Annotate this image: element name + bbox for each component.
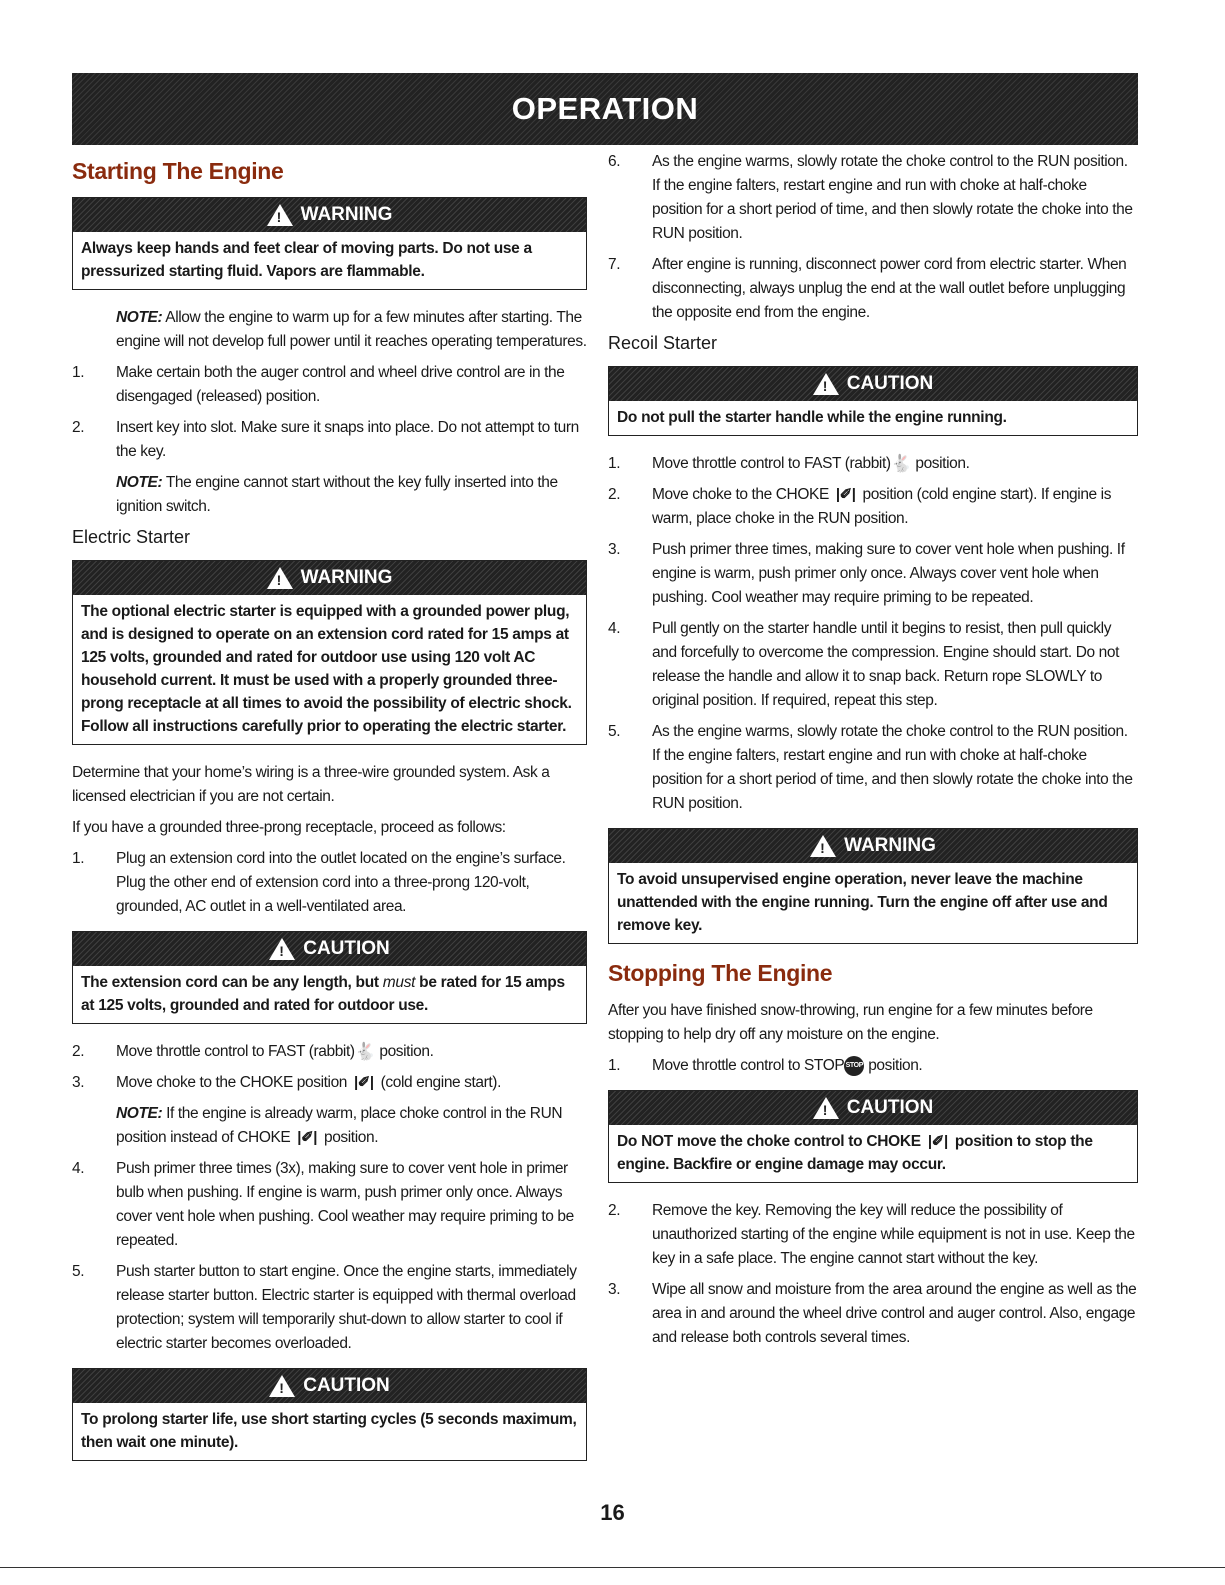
list-item [72, 1071, 587, 1095]
warning-box [608, 828, 1138, 944]
step-number: 4. [608, 620, 621, 638]
caution-text [73, 966, 586, 1023]
warning-label: WARNING [300, 567, 393, 588]
step-text: Push primer three times (3x), making sure to cover vent hole in primer bulb when pushing. If engine is warm, push primer only once. Always cover vent hole when pushing. Cool weather may require priming to be repeated. [116, 1160, 574, 1250]
warning-header [609, 829, 1137, 863]
step-number: 2. [608, 486, 621, 504]
caution-box [608, 366, 1138, 436]
note-text: If the engine is already warm, place choke control in the RUN position instead of CHOKE [116, 1105, 563, 1147]
paragraph: If you have a grounded three-prong receptacle, proceed as follows: [72, 819, 506, 836]
warning-label: WARNING [844, 835, 936, 857]
note [116, 471, 587, 519]
caution-text: To prolong starter life, use short starting cycles (5 seconds maximum, then wait one minute). [81, 1411, 577, 1452]
list-item [72, 847, 587, 919]
step-number: 3. [608, 1281, 621, 1299]
caution-box [72, 1368, 587, 1461]
step-text-start: Move choke to the CHOKE position [116, 1074, 348, 1092]
warning-triangle-icon: ! [267, 204, 293, 226]
choke-icon: |✐| [297, 1129, 318, 1147]
caution-header [609, 1091, 1137, 1125]
step-number: 1. [608, 455, 621, 472]
paragraph: Determine that your home’s wiring is a three-wire grounded system. Ask a licensed electrician if you are not certain. [72, 764, 550, 805]
page-title: OPERATION [511, 91, 699, 126]
step-text: Remove the key. Removing the key will reduce the possibility of unauthorized starting of the engine while equipment is not in use. Keep the key in a safe place. The engine cannot start without the key. [652, 1202, 1135, 1268]
electric-starter-title: Electric Starter [72, 527, 191, 547]
note-label: NOTE: [116, 1105, 163, 1123]
note-label: NOTE: [116, 309, 163, 326]
step-text: Make certain both the auger control and wheel drive control are in the disengaged (released) position. [116, 364, 565, 405]
step-number: 2. [608, 1202, 621, 1220]
step-text: As the engine warms, slowly rotate the choke control to the RUN position. If the engine falters, restart engine and run with choke at half-choke position for a short period of time, and then slowly rotate the choke into the RUN position. [652, 153, 1133, 242]
warning-text: To avoid unsupervised engine operation, never leave the machine unattended with the engine running. Turn the engine off after use and remove key. [617, 871, 1108, 935]
caution-emphasis: must [382, 974, 416, 991]
list-item [608, 1054, 1138, 1078]
step-text-end: position (cold engine start). If engine is warm, place choke in the RUN position. [652, 486, 1112, 528]
page-divider [0, 1567, 1225, 1568]
step-text [652, 1054, 1138, 1078]
choke-icon: |✐| [927, 1133, 948, 1151]
step-text: After engine is running, disconnect power cord from electric starter. When disconnecting, always unplug the end at the wall outlet before unplugging the opposite end from the engine. [652, 256, 1127, 321]
paragraph: After you have finished snow-throwing, run engine for a few minutes before stopping to help dry off any moisture on the engine. [608, 1002, 1093, 1044]
warning-label: WARNING [300, 204, 393, 225]
warning-text: The optional electric starter is equipped with a grounded power plug, and is designed to operate on an extension cord rated for 15 amps at 125 volts, grounded and rated for outdoor use using 120 volt AC household current. It must be used with a properly grounded three-prong receptacle at all times to avoid the possibility of electric shock. Follow all instructions carefully prior to operating the electric starter. [81, 603, 572, 735]
rabbit-icon: 🐇 [354, 1042, 376, 1061]
stopping-engine-title: Stopping The Engine [608, 960, 833, 987]
caution-text-start: The extension cord can be any length, but [81, 974, 383, 991]
step-text [652, 452, 1138, 476]
list-item [608, 483, 1138, 531]
list-item [608, 720, 1138, 816]
caution-text [609, 1125, 1137, 1182]
list-item [72, 1040, 587, 1064]
step-text-start: Move throttle control to FAST (rabbit) [652, 455, 891, 473]
caution-text-start: Do NOT move the choke control to CHOKE [617, 1133, 921, 1151]
caution-header [609, 367, 1137, 401]
step-text [116, 1040, 587, 1064]
caution-box [72, 931, 587, 1024]
note [116, 1102, 587, 1150]
step-number: 6. [608, 153, 621, 170]
caution-box [608, 1090, 1138, 1183]
step-number: 2. [72, 419, 85, 436]
caution-header [73, 932, 586, 966]
rabbit-icon: 🐇 [890, 454, 912, 473]
step-text: Wipe all snow and moisture from the area around the engine as well as the area in and around the wheel drive control and auger control. Also, engage and release both controls several times. [652, 1281, 1137, 1347]
warning-text: Always keep hands and feet clear of moving parts. Do not use a pressurized starting fluid. Vapors are flammable. [81, 240, 532, 280]
step-number: 1. [72, 850, 85, 867]
step-number: 7. [608, 256, 621, 273]
warning-box [72, 197, 587, 290]
step-text: Plug an extension cord into the outlet located on the engine’s surface. Plug the other end of extension cord into a three-prong 120-volt, grounded, AC outlet in a well-ventilated area. [116, 850, 566, 915]
step-number: 2. [72, 1043, 85, 1060]
caution-label: CAUTION [846, 1097, 934, 1119]
step-text-end: position. [375, 1043, 434, 1061]
step-text [116, 1071, 587, 1095]
list-item [608, 1199, 1138, 1271]
list-item [608, 150, 1138, 246]
note-label: NOTE: [116, 474, 163, 491]
step-number: 5. [72, 1263, 85, 1281]
caution-text-end: be rated for 15 amps at 125 volts, grounded and rated for outdoor use. [81, 974, 565, 1014]
list-item [608, 1278, 1138, 1350]
step-text: Pull gently on the starter handle until it begins to resist, then pull quickly and forcefully to overcome the compression. Engine should start. Do not release the handle and allow it to snap back. Return rope SLOWLY to original position. If required, repeat this step. [652, 620, 1120, 710]
step-text [652, 483, 1138, 531]
step-text: Push starter button to start engine. Once the engine starts, immediately release starter button. Electric starter is equipped with thermal overload protection; system will temporarily shut-down to allow starter to cool if electric starter becomes overloaded. [116, 1263, 577, 1353]
note-text: The engine cannot start without the key fully inserted into the ignition switch. [116, 474, 558, 515]
list-item [72, 416, 587, 464]
step-text-start: Move throttle control to FAST (rabbit) [116, 1043, 355, 1061]
note [116, 306, 587, 354]
operation-banner [72, 73, 1138, 145]
left-column [72, 150, 587, 1477]
right-column [608, 150, 1138, 1357]
caution-header [73, 1369, 586, 1403]
step-text-end: position. [864, 1057, 923, 1075]
starting-engine-title: Starting The Engine [72, 158, 284, 184]
choke-icon: |✐| [835, 486, 856, 504]
list-item [608, 538, 1138, 610]
recoil-starter-title: Recoil Starter [608, 333, 718, 353]
warning-triangle-icon: ! [267, 567, 293, 589]
step-text-end: (cold engine start). [376, 1074, 501, 1092]
step-number: 1. [608, 1057, 621, 1075]
list-item [608, 617, 1138, 713]
warning-triangle-icon: ! [813, 1097, 839, 1119]
caution-text: Do not pull the starter handle while the engine running. [617, 409, 1007, 426]
note-text-end: position. [320, 1129, 379, 1147]
warning-triangle-icon: ! [810, 835, 836, 857]
list-item [72, 1157, 587, 1253]
note-text: Allow the engine to warm up for a few minutes after starting. The engine will not develop full power until it reaches operating temperatures. [116, 309, 587, 350]
step-number: 5. [608, 723, 621, 741]
step-text-start: Move choke to the CHOKE [652, 486, 829, 504]
caution-label: CAUTION [303, 1375, 390, 1397]
warning-triangle-icon: ! [269, 938, 295, 960]
step-text-start: Move throttle control to STOP [652, 1057, 845, 1075]
stop-icon: STOP [844, 1056, 864, 1076]
list-item [72, 1260, 587, 1356]
warning-triangle-icon: ! [269, 1375, 295, 1397]
step-text: Insert key into slot. Make sure it snaps into place. Do not attempt to turn the key. [116, 419, 579, 460]
warning-triangle-icon: ! [813, 373, 839, 395]
warning-box [72, 560, 587, 745]
step-text-end: position. [911, 455, 970, 473]
warning-header [73, 198, 586, 232]
step-number: 1. [72, 364, 85, 381]
step-number: 3. [608, 541, 621, 559]
caution-label: CAUTION [303, 938, 390, 959]
caution-text-end: position to stop the engine. Backfire or engine damage may occur. [617, 1133, 1093, 1174]
step-text: Push primer three times, making sure to cover vent hole when pushing. If engine is warm, push primer only once. Always cover vent hole when pushing. Cool weather may require priming to be repeated. [652, 541, 1125, 607]
step-number: 4. [72, 1160, 85, 1178]
list-item [72, 361, 587, 409]
choke-icon: |✐| [353, 1074, 374, 1092]
list-item [608, 452, 1138, 476]
list-item [608, 253, 1138, 325]
warning-header [73, 561, 586, 595]
step-number: 3. [72, 1074, 85, 1092]
caution-label: CAUTION [846, 373, 934, 394]
step-text: As the engine warms, slowly rotate the choke control to the RUN position. If the engine falters, restart engine and run with choke at half-choke position for a short period of time, and then slowly rotate the choke into the RUN position. [652, 723, 1133, 813]
page-number: 16 [600, 1500, 625, 1525]
